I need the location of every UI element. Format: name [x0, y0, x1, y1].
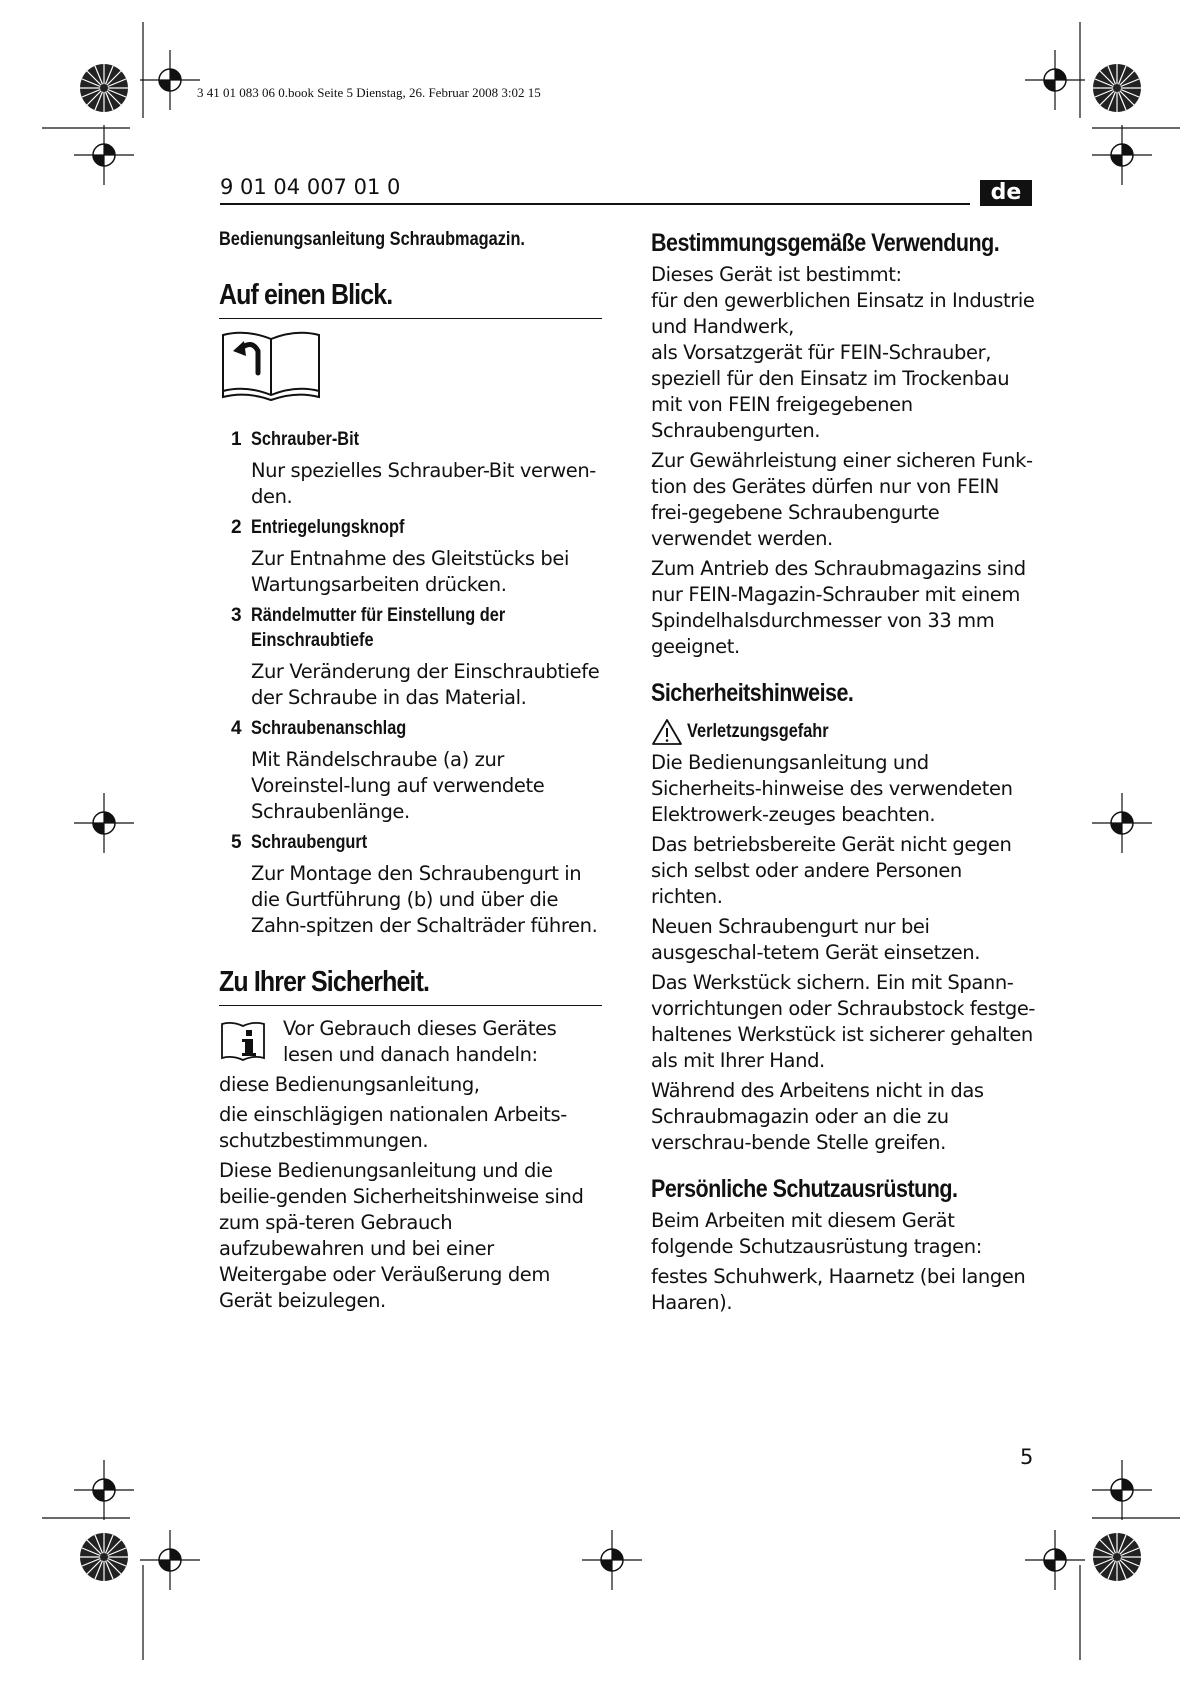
item-number: 1	[231, 429, 242, 450]
hints-paragraph: Das Werkstück sichern. Ein mit Spann-vorrichtungen oder Schraubstock festge-haltenes Werkstück ist sicherer gehalten als mit Ihrer Hand.	[651, 971, 1036, 1072]
warning-line	[651, 718, 1039, 746]
page-number: 5	[1020, 1445, 1034, 1469]
item-title: Schraubenanschlag	[251, 718, 407, 739]
document-subtitle: Bedienungsanleitung Schraubmagazin.	[219, 229, 525, 250]
safety-paragraph: Diese Bedienungsanleitung und die beilie-genden Sicherheitshinweise sind zum spä-teren Gebrauch aufzubewahren und bei einer Weitergabe oder Veräußerung dem Gerät beizulegen.	[219, 1159, 584, 1312]
safety-paragraph: die einschlägigen nationalen Arbeits-schutzbestimmungen.	[219, 1103, 567, 1152]
item-description: Zur Veränderung der Einschraubtiefe der Schraube in das Material.	[251, 660, 600, 709]
warning-label: Verletzungsgefahr	[687, 721, 829, 742]
warning-triangle-icon	[651, 718, 683, 746]
document-number: 9 01 04 007 01 0	[220, 175, 401, 199]
hints-paragraph: Während des Arbeitens nicht in das Schraubmagazin oder an die zu verschrau-bende Stelle greifen.	[651, 1079, 984, 1154]
safety-heading: Zu Ihrer Sicherheit.	[219, 966, 430, 998]
language-badge: de	[980, 180, 1032, 206]
ppe-paragraph: Beim Arbeiten mit diesem Gerät folgende Schutzausrüstung tragen:	[651, 1209, 982, 1258]
overview-heading: Auf einen Blick.	[219, 279, 393, 311]
overview-rule	[219, 318, 602, 319]
item-number: 4	[231, 718, 242, 739]
item-description: Zur Montage den Schraubengurt in die Gurtführung (b) und über die Zahn-spitzen der Schalträder führen.	[251, 862, 598, 937]
item-number: 2	[231, 517, 242, 538]
print-book-info: 3 41 01 083 06 0.book Seite 5 Dienstag, 26. Februar 2008 3:02 15	[197, 85, 541, 100]
item-description: Nur spezielles Schrauber-Bit verwen-den.	[251, 459, 596, 508]
usage-paragraph: Dieses Gerät ist bestimmt:	[651, 263, 902, 286]
safety-note	[219, 1016, 602, 1068]
ppe-heading: Persönliche Schutzausrüstung.	[651, 1175, 958, 1203]
usage-heading: Bestimmungsgemäße Verwendung.	[651, 229, 1000, 257]
hints-paragraph: Neuen Schraubengurt nur bei ausgeschal-tetem Gerät einsetzen.	[651, 915, 981, 964]
item-number: 5	[231, 832, 242, 853]
hints-heading: Sicherheitshinweise.	[651, 679, 854, 707]
info-icon	[220, 1020, 266, 1064]
item-number: 3	[231, 605, 242, 626]
header-rule	[220, 203, 970, 205]
safety-paragraph: diese Bedienungsanleitung,	[219, 1073, 480, 1096]
hints-paragraph: Die Bedienungsanleitung und Sicherheits-hinweise des verwendeten Elektrowerk-zeuges beachten.	[651, 751, 1013, 826]
list-item	[219, 427, 602, 510]
item-description: Mit Rändelschraube (a) zur Voreinstel-lung auf verwendete Schraubenlänge.	[251, 748, 545, 823]
usage-paragraph: Zur Gewährleistung einer sicheren Funk-tion des Gerätes dürfen nur von FEIN frei-gegebene Schraubengurte verwendet werden.	[651, 449, 1033, 550]
hints-paragraph: Das betriebsbereite Gerät nicht gegen sich selbst oder andere Personen richten.	[651, 833, 1012, 908]
usage-paragraph: Zum Antrieb des Schraubmagazins sind nur FEIN-Magazin-Schrauber mit einem Spindelhalsdurchmesser von 33 mm geeignet.	[651, 557, 1026, 658]
overview-item-list	[219, 427, 602, 939]
list-item	[219, 830, 602, 939]
item-title: Entriegelungsknopf	[251, 517, 405, 538]
list-item	[219, 515, 602, 598]
item-description: Zur Entnahme des Gleitstücks bei Wartungsarbeiten drücken.	[251, 547, 569, 596]
list-item	[219, 603, 602, 711]
usage-paragraph: für den gewerblichen Einsatz in Industrie und Handwerk,	[651, 289, 1035, 338]
item-title: Rändelmutter für Einstellung der Einschraubtiefe	[251, 605, 506, 651]
safety-rule	[219, 1005, 602, 1006]
ppe-paragraph: festes Schuhwerk, Haarnetz (bei langen Haaren).	[651, 1265, 1026, 1314]
safety-note-text: Vor Gebrauch dieses Gerätes lesen und danach handeln:	[283, 1017, 557, 1066]
item-title: Schrauber-Bit	[251, 429, 360, 450]
right-column	[651, 228, 1039, 1320]
left-column	[219, 228, 602, 1318]
book-manual-icon	[220, 329, 322, 401]
list-item	[219, 716, 602, 825]
usage-paragraph: als Vorsatzgerät für FEIN-Schrauber, speziell für den Einsatz im Trockenbau mit von FEIN freigegebenen Schraubengurten.	[651, 341, 1010, 442]
item-title: Schraubengurt	[251, 832, 368, 853]
